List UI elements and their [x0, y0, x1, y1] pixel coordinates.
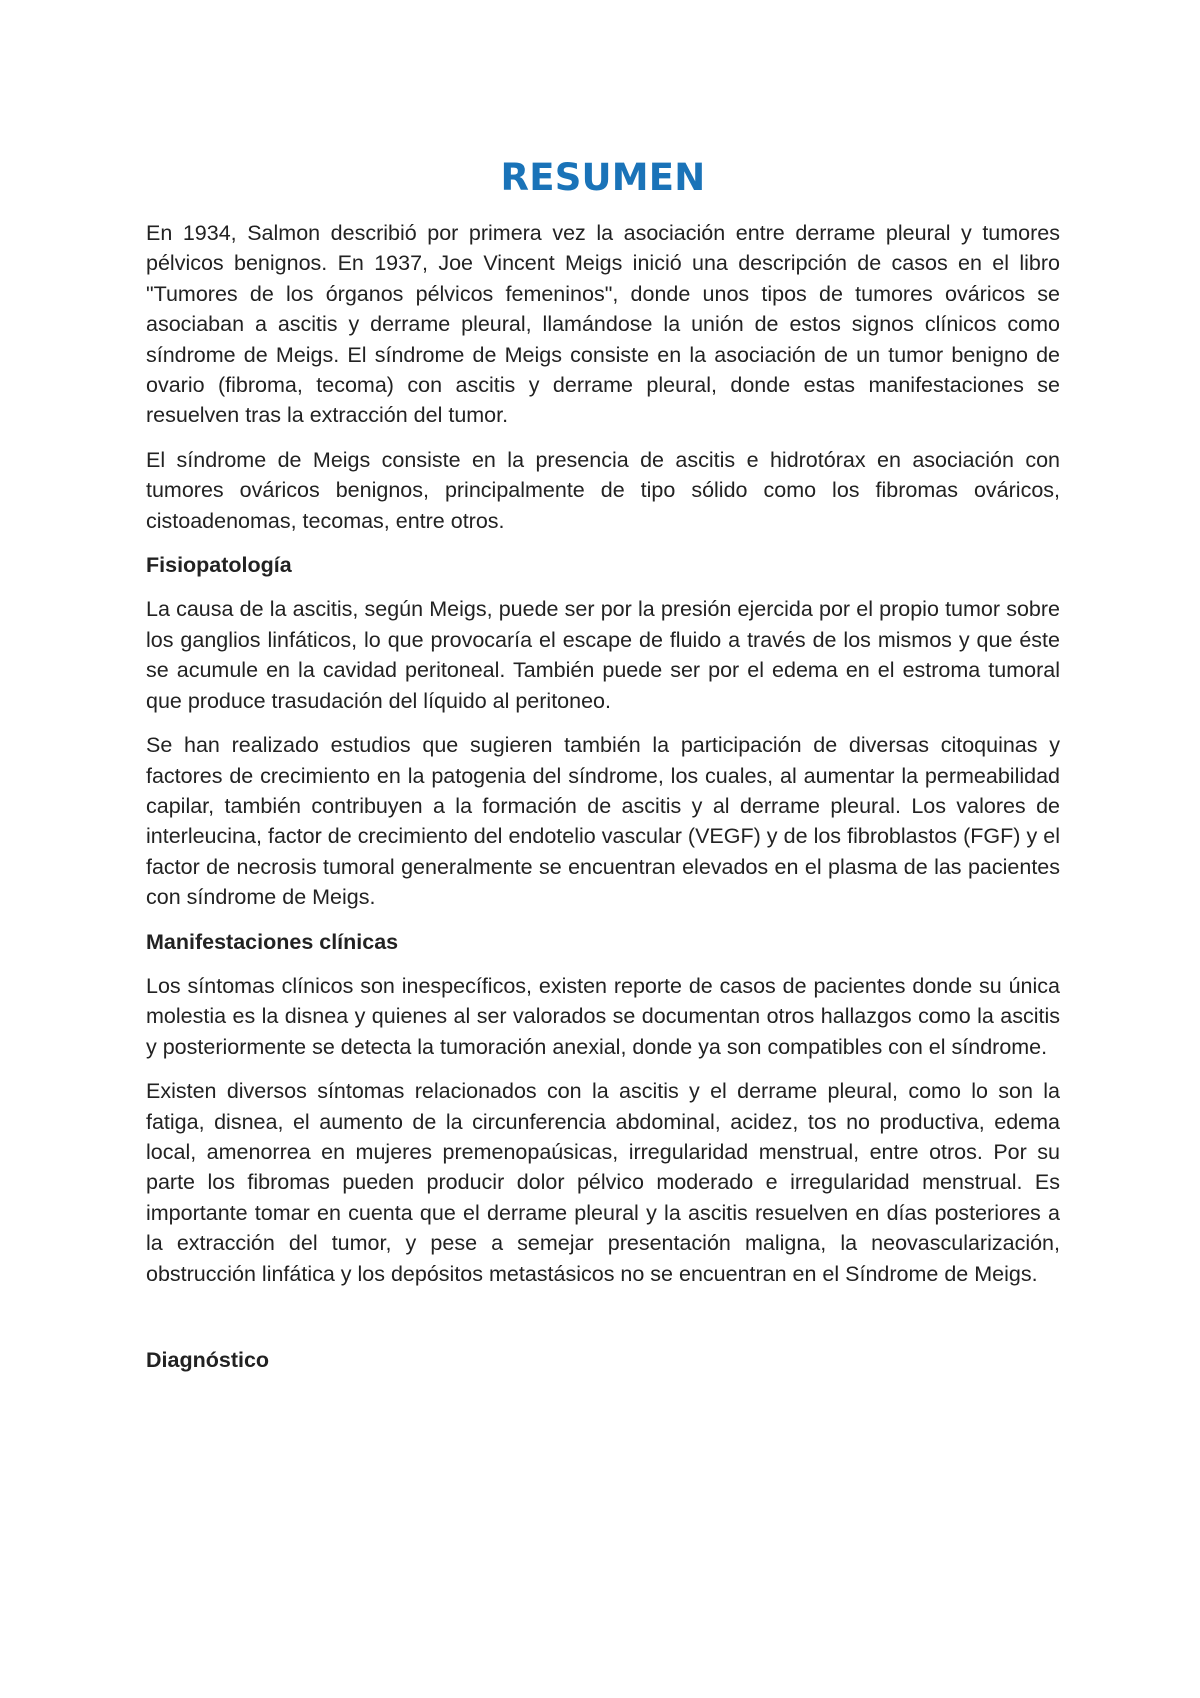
section-heading-diagnostico: Diagnóstico: [146, 1348, 270, 1372]
intro-paragraph-2: El síndrome de Meigs consiste en la presencia de ascitis e hidrotórax en asociación con tumores ováricos benignos, principalmente de tipo sólido como los fibromas ováricos, cistoadenomas, tecomas, entre otros.: [146, 447, 1060, 533]
page-title: RESUMEN: [500, 156, 706, 199]
manifestaciones-paragraph-1: Los síntomas clínicos son inespecíficos, existen reporte de casos de pacientes donde su única molestia es la disnea y quienes al ser valorados se documentan otros hallazgos como la ascitis y posteriormente se detecta la tumoración anexial, donde ya son compatibles con el síndrome.: [146, 973, 1060, 1059]
manifestaciones-paragraph-2: Existen diversos síntomas relacionados con la ascitis y el derrame pleural, como lo son la fatiga, disnea, el aumento de la circunferencia abdominal, acidez, tos no productiva, edema local, amenorrea en mujeres premenopaúsicas, irregularidad menstrual, entre otros. Por su parte los fibromas pueden producir dolor pélvico moderado e irregularidad menstrual. Es importante tomar en cuenta que el derrame pleural y la ascitis resuelven en días posteriores a la extracción del tumor, y pese a semejar presentación maligna, la neovascularización, obstrucción linfática y los depósitos metastásicos no se encuentran en el Síndrome de Meigs.: [146, 1079, 1060, 1286]
section-heading-manifestaciones: Manifestaciones clínicas: [146, 929, 399, 954]
fisiopatologia-paragraph-1: La causa de la ascitis, según Meigs, puede ser por la presión ejercida por el propio tumor sobre los ganglios linfáticos, lo que provocaría el escape de fluido a través de los mismos y que éste se acumule en la cavidad peritoneal. También puede ser por el edema en el estroma tumoral que produce trasudación del líquido al peritoneo.: [146, 597, 1060, 713]
fisiopatologia-paragraph-2: Se han realizado estudios que sugieren también la participación de diversas citoquinas y factores de crecimiento en la patogenia del síndrome, los cuales, al aumentar la permeabilidad capilar, también contribuyen a la formación de ascitis y al derrame pleural. Los valores de interleucina, factor de crecimiento del endotelio vascular (VEGF) y de los fibroblastos (FGF) y el factor de necrosis tumoral generalmente se encuentran elevados en el plasma de las pacientes con síndrome de Meigs.: [146, 733, 1060, 910]
intro-paragraph-1: En 1934, Salmon describió por primera vez la asociación entre derrame pleural y tumores pélvicos benignos. En 1937, Joe Vincent Meigs inició una descripción de casos en el libro "Tumores de los órganos pélvicos femeninos", donde unos tipos de tumores ováricos se asociaban a ascitis y derrame pleural, llamándose la unión de estos signos clínicos como síndrome de Meigs. El síndrome de Meigs consiste en la asociación de un tumor benigno de ovario (fibroma, tecoma) con ascitis y derrame pleural, donde estas manifestaciones se resuelven tras la extracción del tumor.: [146, 221, 1060, 428]
section-heading-fisiopatologia: Fisiopatología: [146, 553, 292, 578]
document-body: [146, 150, 1060, 1389]
